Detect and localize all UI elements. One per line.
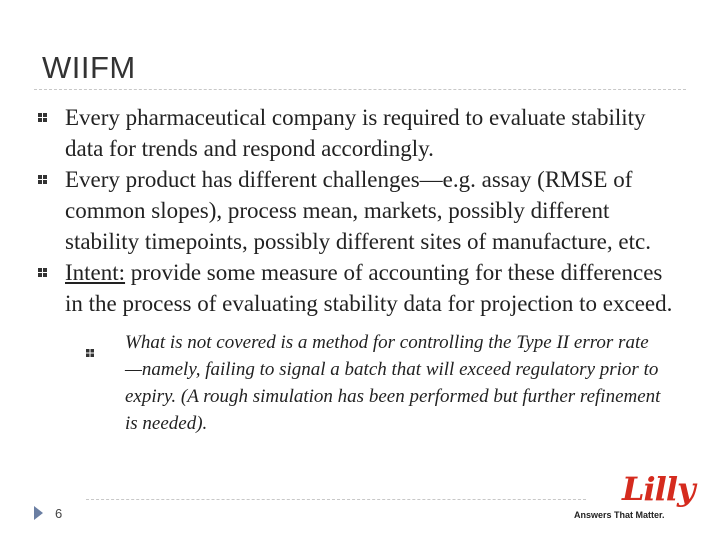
logo-tagline: Answers That Matter. [574,510,665,520]
footer-divider [86,499,586,500]
bullet-item [38,164,678,257]
bullet-text: Every product has different challenges—e.g. assay (RMSE of common slopes), process mean, markets, possibly different stability timepoints, possibly different sites of manufacture, etc. [65,167,651,254]
slide-title: WIIFM [42,50,136,85]
bullet-list [38,102,678,437]
quad-diamond-bullet-icon [38,175,47,184]
quad-diamond-bullet-icon [38,113,47,122]
bullet-item [38,102,678,164]
page-number: 6 [55,506,63,521]
sub-bullet-item [86,329,665,437]
lilly-logo [572,470,695,526]
bullet-lead: Intent: [65,260,126,285]
quad-diamond-bullet-icon [86,338,94,346]
sub-bullet-text: What is not covered is a method for controlling the Type II error rate—namely, failing to signal a batch that will exceed regulatory prior to expiry. (A rough simulation has been performed but further refinement is needed). [125,332,661,434]
title-divider [34,89,686,90]
quad-diamond-bullet-icon [38,268,47,277]
bullet-item [38,257,678,319]
triangle-marker-icon [34,506,43,520]
bullet-text: Every pharmaceutical company is required to evaluate stability data for trends and respond accordingly. [65,105,646,161]
bullet-text: provide some measure of accounting for these differences in the process of evaluating stability data for projection to exceed. [65,260,673,316]
logo-wordmark: Lilly [622,470,695,508]
